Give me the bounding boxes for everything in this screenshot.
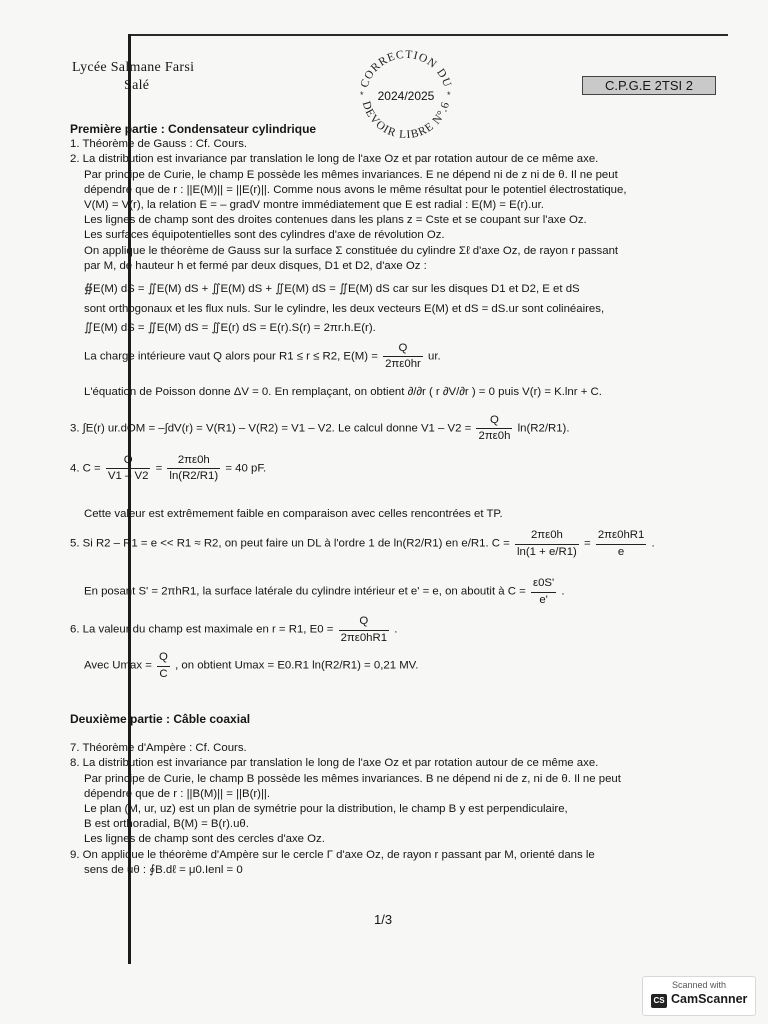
q9-line1: 9. On applique le théorème d'Ampère sur le cercle Γ d'axe Oz, de rayon r passant par M, orienté dans le	[70, 848, 595, 861]
q3-log: ln(R2/R1).	[517, 422, 570, 435]
q8-line4: Le plan (M, ur, uz) est un plan de symétrie pour la distribution, le champ B y est perpendiculaire,	[84, 803, 568, 816]
svg-text:*: *	[360, 90, 364, 100]
q2-gauss-equation: ∯E(M) dS = ∬E(M) dS + ∬E(M) dS + ∬E(M) dS = ∬E(M) dS car sur les disques D1 et D2, E et dS	[84, 283, 580, 296]
q2-line4: V(M) = V(r), la relation E = – gradV montre immédiatement que E est radial : E(M) = E(r).ur.	[84, 199, 544, 212]
q8-line6: Les lignes de champ sont des cercles d'axe Oz.	[84, 833, 325, 846]
camscanner-logo-icon: CS	[651, 994, 667, 1008]
q5-fraction1: $\frac{2\pi\varepsilon 0h}{\ln(1 + e/R1)}$	[517, 529, 577, 558]
q6-text: 6. La valeur du champ est maximale en r = R1, E0 =	[70, 624, 334, 637]
school-name: Lycée Salmane Farsi	[72, 60, 195, 75]
q8-line5: B est orthoradial, B(M) = B(r).uθ.	[84, 818, 249, 831]
q2-poisson-equation: ∂/∂r ( r ∂V/∂r ) = 0 puis V(r) = K.lnr + C.	[407, 386, 602, 399]
q6-umax-fraction: $\frac{Q}{C}$	[159, 651, 168, 680]
stamp-top-text: CORRECTION DU	[358, 48, 454, 90]
page-number: 1/3	[374, 912, 393, 927]
q2-line2: Par principe de Curie, le champ E possède les mêmes invariances. E ne dépend ni de z ni de θ. Il ne peut	[84, 168, 618, 181]
q1-text: 1. Théorème de Gauss : Cf. Cours.	[70, 138, 248, 151]
q6-fraction: $\frac{Q}{2\pi\varepsilon 0hR1}$	[340, 615, 388, 644]
q4-fraction2: $\frac{2\pi\varepsilon 0h}{\ln(R2/R1)}$	[169, 454, 219, 483]
q4-fraction1: $\frac{Q}{V1 - V2}$	[107, 454, 149, 483]
q2-poisson-text: L'équation de Poisson donne ΔV = 0. En remplaçant, on obtient	[84, 386, 405, 399]
q4-note: Cette valeur est extrêmement faible en comparaison avec celles rencontrées et TP.	[84, 508, 503, 521]
top-rule	[128, 34, 728, 36]
part1-title: Première partie : Condensateur cylindrique	[70, 122, 317, 136]
scanned-with-label: Scanned with	[671, 980, 727, 990]
q6-line2b: , on obtient Umax = E0.R1 ln(R2/R1) = 0,21 MV.	[175, 660, 419, 673]
q2-line6: Les surfaces équipotentielles sont des cylindres d'axe de révolution Oz.	[84, 229, 445, 242]
q2-charge-unit: ur.	[428, 350, 441, 363]
stamp-year: 2024/2025	[377, 89, 435, 103]
q4-label: 4. C =	[70, 462, 101, 475]
svg-text:CORRECTION DU	[359, 49, 454, 90]
q2-line7: On applique le théorème de Gauss sur la surface Σ constituée du cylindre Σℓ d'axe Oz, de rayon r passant	[84, 244, 619, 257]
q5-line2: En posant S' = 2πhR1, la surface latérale du cylindre intérieur et e' = e, on aboutit à C =	[84, 586, 526, 599]
q3-text: 3. ∫E(r) ur.dOM = –∫dV(r) = V(R1) – V(R2) = V1 – V2. Le calcul donne V1 – V2 =	[70, 422, 472, 435]
q8-line3: dépendre que de r : ||B(M)|| = ||B(r)||.	[84, 787, 271, 800]
q5-text: 5. Si R2 – R1 = e << R1 ≈ R2, on peut faire un DL à l'ordre 1 de ln(R2/R1) en e/R1. C =	[70, 538, 510, 551]
class-badge: C.P.G.E 2TSI 2	[582, 76, 716, 95]
q2-line8: par M, de hauteur h et fermé par deux disques, D1 et D2, d'axe Oz :	[84, 259, 427, 272]
part1-section: Première partie : Condensateur cylindrique 1. Théorème de Gauss : Cf. Cours. 2. La distribution est invariance par translation le long de l'axe Oz et par rotation autour de ce même axe. Par principe de Curie, le champ E possède les mêmes invariances. E ne dépend ni de z ni de θ. Il ne peut dépendre que de r : ||E(M)|| = ||E(r)||. Comme nous avons le même résultat pour le potentiel électrostatique, V(M) = V(r), la relation E = – gradV montre immédiatement que E est radial : E(M) = E(r).ur. Les lignes de champ sont des droites contenues dans les plans z = Cste et se coupant sur l'axe Oz. Les surfaces équipotentielles sont des cylindres d'axe de révolution Oz. On applique le théorème de Gauss sur la surface Σ constituée du cylindre Σℓ d'axe Oz, de rayon r passant par M, de hauteur h et fermé par deux disques, D1 et D2, d'axe Oz : ∯E(M) dS = ∬E(M) dS + ∬E(M) dS + ∬E(M) dS = ∬E(M) dS car sur les disques D1 et D2, E et dS sont orthogonaux et les flux nuls. Sur le cylindre, les deux vecteurs E(M) et dS = dS.ur sont colinéaires, ∬E(M) dS = ∬E(M) dS = ∬E(r) dS = E(r).S(r) = 2πr.h.E(r). La charge intérieure vaut Q alors pour R1 ≤ r ≤ R2, E(M) = $\frac{Q}{2\pi\varepsilon 0hr}$ ur. L'équation de Poisson donne ΔV = 0. En remplaçant, on obtient ∂/∂r ( r ∂V/∂r ) = 0 puis V(r) = K.lnr + C. 3. ∫E(r) ur.dOM = –∫dV(r) = V(R1) – V(R2) = V1 – V2. Le calcul donne V1 – V2 = $\frac{Q}{2\pi\varepsilon 0h}$ ln(R2/R1). 4. C = $\frac{Q}{V1 - V2}$ = $\frac{2\pi\varepsilon 0h}{\ln(R2/R1)}$ = 40 pF. Cette valeur est extrêmement faible en comparaison avec celles rencontrées et TP. 5. Si R2 – R1 = e << R1 ≈ R2, on peut faire un DL à l'ordre 1 de ln(R2/R1) en e/R1. C = $\frac{2\pi\varepsilon 0h}{\ln(1 + e/R1)}$ = $\frac{2\pi\varepsilon 0hR1}{e}$ . En posant S' = 2πhR1, la surface latérale du cylindre intérieur et e' = e, on aboutit à C = $\frac{\varepsilon 0S'}{e'}$ . 6. La valeur du champ est maximale en r = R1, E0 = $\frac{Q}{2\pi\varepsilon 0hR1}$ . Avec Umax = $\frac{Q}{C}$ , on obtient Umax = E0.R1 ln(R2/R1) = 0,21 MV.	[70, 122, 730, 688]
q6-line2a: Avec Umax =	[84, 660, 152, 673]
q2-line1: 2. La distribution est invariance par translation le long de l'axe Oz et par rotation autour de ce même axe.	[70, 153, 599, 166]
q2-flux-equation: ∬E(M) dS = ∬E(M) dS = ∬E(r) dS = E(r).S(r) = 2πr.h.E(r).	[84, 322, 376, 335]
q5-fraction2: $\frac{2\pi\varepsilon 0hR1}{e}$	[597, 529, 645, 558]
q3-fraction: $\frac{Q}{2\pi\varepsilon 0h}$	[478, 414, 511, 443]
camscanner-watermark	[642, 976, 756, 1016]
q2-field-fraction: $\frac{Q}{2\pi\varepsilon 0hr}$	[385, 342, 421, 371]
q8-line1: 8. La distribution est invariance par translation le long de l'axe Oz et par rotation autour de ce même axe.	[70, 757, 599, 770]
q9-line2: sens de uθ : ∮B.dℓ = μ0.Ienl = 0	[84, 863, 243, 876]
q2-line5: Les lignes de champ sont des droites contenues dans les plans z = Cste et se coupant sur l'axe Oz.	[84, 214, 587, 227]
q8-line2: Par principe de Curie, le champ B possède les mêmes invariances. B ne dépend ni de z, ni de θ. Il ne peut	[84, 772, 621, 785]
q2-line3: dépendre que de r : ||E(M)|| = ||E(r)||. Comme nous avons le même résultat pour le potentiel électrostatique,	[84, 183, 627, 196]
stamp-bottom-text: DEVOIR LIBRE N°.6	[359, 99, 453, 142]
q2-charge-text: La charge intérieure vaut Q alors pour R1 ≤ r ≤ R2, E(M) =	[84, 350, 378, 363]
school-city: Salé	[124, 78, 150, 93]
q5-fraction3: $\frac{\varepsilon 0S'}{e'}$	[533, 577, 555, 606]
q7-text: 7. Théorème d'Ampère : Cf. Cours.	[70, 742, 247, 755]
svg-text:*: *	[447, 90, 451, 100]
part2-title: Deuxième partie : Câble coaxial	[70, 712, 251, 726]
part2-section	[70, 712, 730, 878]
q2-line9: sont orthogonaux et les flux nuls. Sur le cylindre, les deux vecteurs E(M) et dS = dS.ur sont colinéaires,	[84, 303, 605, 316]
camscanner-name: CamScanner	[671, 992, 748, 1006]
q4-value: = 40 pF.	[225, 462, 267, 475]
